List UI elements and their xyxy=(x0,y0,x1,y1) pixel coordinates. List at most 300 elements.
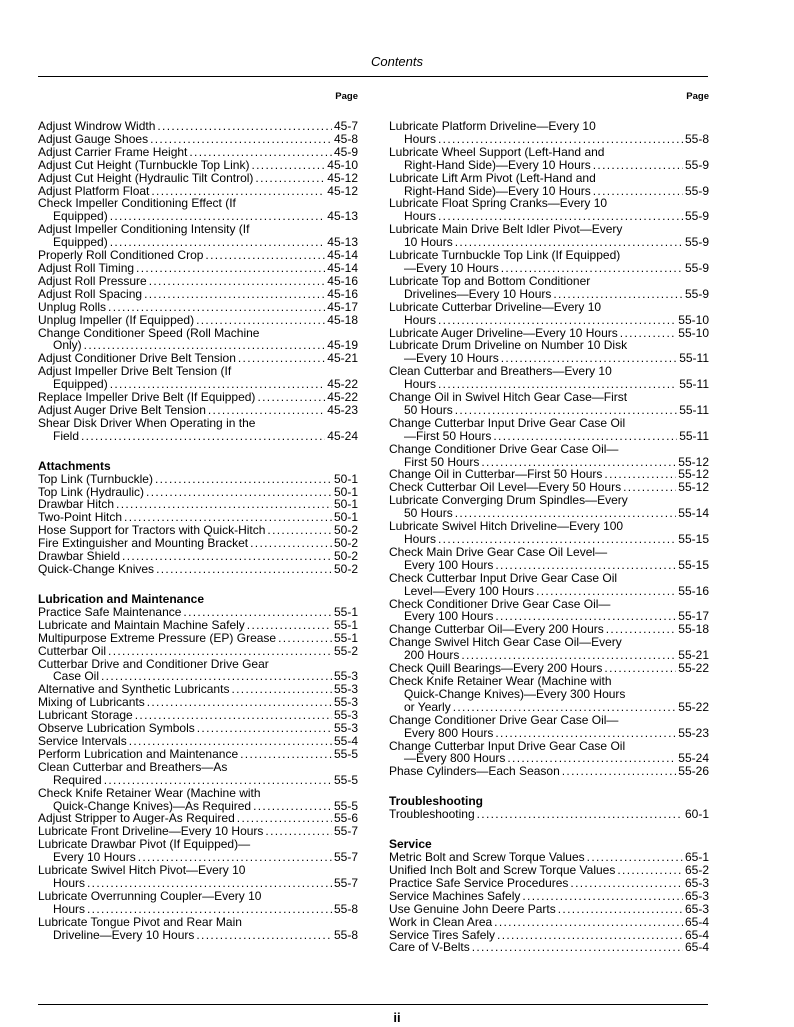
toc-entry[interactable] xyxy=(38,787,358,813)
dot-leader xyxy=(87,903,332,916)
toc-entry[interactable] xyxy=(389,636,709,662)
toc-entry[interactable] xyxy=(389,714,709,740)
toc-entry-title: Drawbar Hitch xyxy=(38,497,115,512)
dot-leader xyxy=(257,391,325,404)
toc-entry[interactable] xyxy=(389,808,709,821)
toc-entry-page: 55-11 xyxy=(679,351,709,366)
toc-entry[interactable] xyxy=(38,327,358,353)
toc-entry[interactable] xyxy=(38,314,358,327)
section-title: Lubrication and Maintenance xyxy=(38,591,205,606)
toc-entry-title: Lubricate Lift Arm Pivot (Left-Hand and xyxy=(389,170,596,185)
dot-leader xyxy=(438,133,683,146)
toc-entry-page: 55-15 xyxy=(678,532,709,546)
toc-entry-title: Drivelines—Every 10 Hours xyxy=(404,286,552,301)
toc-entry[interactable] xyxy=(38,748,358,761)
toc-entry[interactable] xyxy=(38,172,358,185)
dot-leader xyxy=(147,696,332,709)
toc-entry-title: Lubricate Drum Driveline on Number 10 Disk xyxy=(389,338,628,353)
toc-entry-title: Lubricate Cutterbar Driveline—Every 10 xyxy=(389,299,602,314)
toc-entry-title: Adjust Roll Timing xyxy=(38,260,135,275)
toc-entry-page: 45-12 xyxy=(327,170,358,185)
toc-entry[interactable] xyxy=(389,365,709,391)
toc-entry-title: Check Cutterbar Input Drive Gear Case Oil xyxy=(389,570,618,585)
dot-leader xyxy=(208,404,325,417)
toc-entry-page: 50-1 xyxy=(333,471,358,486)
toc-entry-page: 55-2 xyxy=(333,643,358,658)
dot-leader xyxy=(104,774,332,787)
toc-entry-page: 55-12 xyxy=(678,480,709,495)
dot-leader xyxy=(196,314,325,327)
dot-leader xyxy=(231,683,332,696)
toc-entry-title: Mixing of Lubricants xyxy=(38,695,145,710)
toc-entry-title: 50 Hours xyxy=(404,506,453,521)
toc-entry-title: Hours xyxy=(404,312,437,327)
toc-entry-title: Cutterbar Drive and Conditioner Drive Gear xyxy=(38,656,269,671)
toc-entry-title: Care of V-Belts xyxy=(389,940,470,955)
toc-entry-page: 65-3 xyxy=(684,901,709,916)
toc-entry[interactable] xyxy=(389,546,709,572)
toc-entry[interactable] xyxy=(389,146,709,172)
toc-entry-title: Perform Lubrication and Maintenance xyxy=(38,746,239,761)
toc-entry[interactable] xyxy=(389,675,709,714)
toc-entry-page: 55-7 xyxy=(333,850,358,865)
toc-entry-title: Adjust Conditioner Drive Belt Tension xyxy=(38,351,236,366)
toc-entry[interactable] xyxy=(38,645,358,658)
toc-entry-title: Hours xyxy=(404,131,437,146)
toc-entry-page: 45-22 xyxy=(327,377,358,392)
toc-entry-page: 55-14 xyxy=(678,506,709,521)
toc-entry-page: 45-22 xyxy=(327,390,358,405)
toc-entry-page: 45-17 xyxy=(327,299,358,314)
toc-entry-title: Cutterbar Oil xyxy=(38,643,107,658)
toc-entry-title: Adjust Platform Float xyxy=(38,183,150,198)
toc-entry-page: 65-3 xyxy=(684,888,709,903)
toc-entry[interactable] xyxy=(38,563,358,576)
toc-entry-page: 45-14 xyxy=(327,248,358,263)
toc-entry[interactable] xyxy=(389,740,709,766)
toc-entry[interactable] xyxy=(38,275,358,288)
toc-entry-title: Level—Every 100 Hours xyxy=(404,583,535,598)
toc-entry-page: 45-19 xyxy=(327,338,358,353)
header-rule xyxy=(38,76,708,77)
toc-entry-title: 10 Hours xyxy=(404,235,453,250)
toc-entry[interactable] xyxy=(38,890,358,916)
toc-entry[interactable] xyxy=(389,417,709,443)
toc-entry-title: Change Oil in Cutterbar—First 50 Hours xyxy=(389,467,603,482)
toc-entry-title: Adjust Carrier Frame Height xyxy=(38,144,188,159)
toc-entry-title: Equipped) xyxy=(53,377,108,392)
toc-entry-title: Hours xyxy=(404,532,437,546)
toc-entry-title: Change Cutterbar Input Drive Gear Case Oil xyxy=(389,415,626,430)
toc-entry-page: 45-13 xyxy=(327,235,358,250)
toc-entry-page: 45-14 xyxy=(327,260,358,275)
toc-entry-page: 45-12 xyxy=(327,183,358,198)
dot-leader xyxy=(108,645,332,658)
toc-entry-title: Change Cutterbar Input Drive Gear Case Oil xyxy=(389,738,626,753)
footer-rule xyxy=(38,1004,708,1005)
toc-entry-title: Unplug Impeller (If Equipped) xyxy=(38,312,195,327)
toc-entry-title: Drawbar Shield xyxy=(38,549,121,564)
toc-entry-page: 55-11 xyxy=(679,428,709,443)
toc-entry-page: 55-9 xyxy=(684,235,709,250)
toc-entry-title: Hours xyxy=(404,377,437,392)
dot-leader xyxy=(495,727,676,740)
dot-leader xyxy=(536,585,676,598)
toc-entry-page: 45-13 xyxy=(327,209,358,224)
toc-entry[interactable] xyxy=(38,262,358,275)
toc-entry-title: —First 50 Hours xyxy=(404,428,492,443)
toc-entry-title: Adjust Auger Drive Belt Tension xyxy=(38,402,206,417)
dot-leader xyxy=(453,701,677,714)
toc-entry-page: 45-18 xyxy=(327,312,358,327)
toc-entry-page: 55-18 xyxy=(678,622,709,637)
dot-leader xyxy=(497,929,683,942)
toc-entry-title: Lubricate Platform Driveline—Every 10 xyxy=(389,119,596,133)
toc-entry[interactable] xyxy=(38,301,358,314)
toc-entry-title: Change Conditioner Drive Gear Case Oil— xyxy=(389,712,619,727)
toc-entry-title: Quick-Change Knives xyxy=(38,562,155,576)
toc-entry-page: 55-9 xyxy=(684,183,709,198)
dot-leader xyxy=(183,606,332,619)
toc-entry-title: Service Machines Safely xyxy=(389,888,521,903)
toc-entry-title: Top Link (Turnbuckle) xyxy=(38,471,153,486)
toc-entry-page: 55-22 xyxy=(678,661,709,676)
toc-entry[interactable] xyxy=(38,120,358,133)
toc-entry-title: Adjust Roll Spacing xyxy=(38,286,143,301)
toc-entry-title: Lubricate Float Spring Cranks—Every 10 xyxy=(389,196,608,211)
toc-entry-page: 55-8 xyxy=(333,901,358,916)
toc-entry[interactable] xyxy=(38,916,358,942)
toc-entry-title: Check Quill Bearings—Every 200 Hours xyxy=(389,661,603,676)
toc-entry-title: Required xyxy=(53,772,102,787)
toc-entry-title: Change Oil in Swivel Hitch Gear Case—First xyxy=(389,390,628,405)
toc-entry-page: 45-16 xyxy=(327,273,358,288)
toc-entry-page: 55-16 xyxy=(678,583,709,598)
toc-entry-title: Hours xyxy=(404,209,437,224)
toc-entry[interactable] xyxy=(38,864,358,890)
toc-entry-page: 55-3 xyxy=(333,669,358,684)
toc-entry-page: 55-8 xyxy=(684,131,709,146)
toc-entry-title: Quick-Change Knives)—Every 300 Hours xyxy=(404,686,626,701)
toc-entry-page: 65-4 xyxy=(684,914,709,929)
toc-entry-title: Check Main Drive Gear Case Oil Level— xyxy=(389,544,608,559)
toc-entry[interactable] xyxy=(38,223,358,249)
toc-entry[interactable] xyxy=(38,133,358,146)
toc-entry-page: 45-16 xyxy=(327,286,358,301)
toc-entry-title: Practice Safe Service Procedures xyxy=(389,875,569,890)
dot-leader xyxy=(604,662,676,675)
dot-leader xyxy=(617,864,683,877)
toc-entry-title: Equipped) xyxy=(53,209,108,224)
toc-entry[interactable] xyxy=(389,903,709,916)
toc-entry-title: Change Cutterbar Oil—Every 200 Hours xyxy=(389,622,604,637)
toc-entry-title: Lubricate Tongue Pivot and Rear Main xyxy=(38,914,242,929)
dot-leader xyxy=(189,146,332,159)
toc-entry-title: Quick-Change Knives)—As Required xyxy=(53,798,252,813)
toc-entry-title: Check Cutterbar Oil Level—Every 50 Hours xyxy=(389,480,622,495)
toc-entry[interactable] xyxy=(38,391,358,404)
toc-entry[interactable] xyxy=(389,598,709,624)
toc-entry-page: 65-4 xyxy=(684,927,709,942)
toc-entry-title: Clean Cutterbar and Breathers—Every 10 xyxy=(389,364,612,379)
dot-leader xyxy=(558,903,683,916)
toc-entry-title: First 50 Hours xyxy=(404,454,480,469)
toc-entry-page: 55-5 xyxy=(333,798,358,813)
page-column-label: Page xyxy=(335,91,358,102)
toc-entry-title: Adjust Cut Height (Turnbuckle Top Link) xyxy=(38,157,250,172)
toc-entry-page: 55-26 xyxy=(678,764,709,779)
toc-entry-page: 45-21 xyxy=(327,351,358,366)
dot-leader xyxy=(267,524,332,537)
toc-entry-page: 55-1 xyxy=(333,617,358,632)
toc-entry[interactable] xyxy=(389,916,709,929)
toc-entry-page: 55-15 xyxy=(678,557,709,572)
toc-entry[interactable] xyxy=(389,520,709,546)
toc-entry-title: Every 100 Hours xyxy=(404,609,494,624)
dot-leader xyxy=(501,262,683,275)
toc-entry-title: 200 Hours xyxy=(404,648,460,663)
toc-entry-title: Lubricant Storage xyxy=(38,708,133,723)
dot-leader xyxy=(81,430,325,443)
toc-entry-title: Adjust Cut Height (Hydraulic Tilt Control) xyxy=(38,170,254,185)
dot-leader xyxy=(251,159,325,172)
toc-entry-page: 65-1 xyxy=(684,850,709,865)
toc-entry-title: Lubricate Converging Drum Spindles—Every xyxy=(389,493,628,508)
toc-entry[interactable] xyxy=(38,288,358,301)
toc-entry-title: 50 Hours xyxy=(404,402,453,417)
toc-entry-title: Lubricate Turnbuckle Top Link (If Equipped) xyxy=(389,248,621,263)
dot-leader xyxy=(144,288,325,301)
toc-entry[interactable] xyxy=(38,404,358,417)
toc-entry-title: Hours xyxy=(53,875,86,890)
toc-entry-page: 55-22 xyxy=(678,699,709,714)
toc-entry-page: 55-23 xyxy=(678,725,709,740)
dot-leader xyxy=(278,632,332,645)
toc-left-column xyxy=(38,90,358,941)
toc-entry-page: 55-11 xyxy=(679,377,709,392)
toc-entry-title: Two-Point Hitch xyxy=(38,510,123,525)
toc-entry-title: Change Conditioner Speed (Roll Machine xyxy=(38,325,260,340)
section-title: Service xyxy=(389,837,432,852)
toc-entry-title: Field xyxy=(53,428,80,443)
toc-entry[interactable] xyxy=(389,494,709,520)
toc-entry-title: Case Oil xyxy=(53,669,100,684)
dot-leader xyxy=(149,275,326,288)
dot-leader xyxy=(553,288,683,301)
toc-entry-page: 65-4 xyxy=(684,940,709,955)
toc-entry-page: 45-10 xyxy=(327,157,358,172)
toc-entry-title: Lubricate Main Drive Belt Idler Pivot—Every xyxy=(389,222,623,237)
section-title: Attachments xyxy=(38,458,111,473)
toc-entry-title: Lubricate Front Driveline—Every 10 Hours xyxy=(38,824,264,839)
toc-entry-title: Right-Hand Side)—Every 10 Hours xyxy=(404,157,591,172)
toc-entry-title: Lubricate Drawbar Pivot (If Equipped)— xyxy=(38,837,251,852)
toc-entry-title: Lubricate Wheel Support (Left-Hand and xyxy=(389,144,605,159)
dot-leader xyxy=(155,473,332,486)
toc-entry[interactable] xyxy=(389,120,709,146)
dot-leader xyxy=(522,890,683,903)
toc-entry-title: Check Knife Retainer Wear (Machine with xyxy=(38,785,261,800)
toc-entry[interactable] xyxy=(38,735,358,748)
toc-entry-title: Adjust Gauge Shoes xyxy=(38,131,149,146)
toc-entry-title: Check Impeller Conditioning Effect (If xyxy=(38,196,236,211)
toc-entry-title: Right-Hand Side)—Every 10 Hours xyxy=(404,183,591,198)
toc-entry-page: 55-5 xyxy=(333,772,358,787)
toc-entry[interactable] xyxy=(38,473,358,486)
toc-entry[interactable] xyxy=(389,223,709,249)
toc-entry-page: 55-17 xyxy=(678,609,709,624)
toc-entry-page: 60-1 xyxy=(684,807,709,822)
toc-entry-title: Properly Roll Conditioned Crop xyxy=(38,248,204,263)
toc-entry-title: —Every 10 Hours xyxy=(404,260,499,275)
toc-entry-title: Adjust Windrow Width xyxy=(38,119,156,133)
toc-entry-title: Work in Clean Area xyxy=(389,914,493,929)
toc-entry[interactable] xyxy=(38,658,358,684)
toc-entry-page: 55-11 xyxy=(679,402,709,417)
toc-entry-page: 65-3 xyxy=(684,875,709,890)
dot-leader xyxy=(562,765,677,778)
dot-leader xyxy=(250,537,332,550)
toc-entry-page: 55-6 xyxy=(333,811,358,826)
toc-entry-title: Use Genuine John Deere Parts xyxy=(389,901,556,916)
toc-entry-title: Practice Safe Maintenance xyxy=(38,604,182,619)
toc-entry[interactable] xyxy=(389,391,709,417)
dot-leader xyxy=(136,262,325,275)
toc-entry-title: Service Tires Safely xyxy=(389,927,496,942)
toc-entry-title: Adjust Stripper to Auger-As Required xyxy=(38,811,235,826)
toc-entry[interactable] xyxy=(389,890,709,903)
dot-leader xyxy=(156,563,332,576)
toc-entry[interactable] xyxy=(389,572,709,598)
toc-entry-page: 55-9 xyxy=(684,157,709,172)
dot-leader xyxy=(477,808,683,821)
toc-entry-title: Troubleshooting xyxy=(389,807,475,822)
toc-entry-title: —Every 10 Hours xyxy=(404,351,499,366)
toc-entry-title: Lubricate and Maintain Machine Safely xyxy=(38,617,245,632)
toc-entry[interactable] xyxy=(38,619,358,632)
dot-leader xyxy=(253,800,332,813)
toc-entry-title: Change Swivel Hitch Gear Case Oil—Every xyxy=(389,635,622,650)
toc-entry-title: Adjust Impeller Conditioning Intensity (If xyxy=(38,222,250,237)
dot-leader xyxy=(265,825,332,838)
toc-entry-page: 50-2 xyxy=(333,536,358,551)
toc-entry-page: 45-9 xyxy=(333,144,358,159)
toc-entry[interactable] xyxy=(389,765,709,778)
toc-entry-title: Only) xyxy=(53,338,82,353)
dot-leader xyxy=(150,133,332,146)
toc-entry-title: Every 10 Hours xyxy=(53,850,136,865)
toc-entry[interactable] xyxy=(389,864,709,877)
toc-entry-page: 50-2 xyxy=(333,562,358,576)
toc-entry-title: Clean Cutterbar and Breathers—As xyxy=(38,759,228,774)
toc-entry[interactable] xyxy=(38,606,358,619)
toc-entry-title: Lubricate Overrunning Coupler—Every 10 xyxy=(38,888,262,903)
toc-entry-page: 55-1 xyxy=(333,604,358,619)
toc-entry-page: 55-3 xyxy=(333,695,358,710)
toc-entry-page: 50-1 xyxy=(333,497,358,512)
toc-right-column xyxy=(389,90,709,954)
dot-leader xyxy=(116,498,332,511)
dot-leader xyxy=(247,619,332,632)
toc-entry[interactable] xyxy=(389,877,709,890)
page-header-title: Contents xyxy=(370,54,424,69)
dot-leader xyxy=(255,172,325,185)
toc-entry-page: 55-10 xyxy=(678,312,709,327)
toc-entry-title: —Every 800 Hours xyxy=(404,751,506,766)
toc-entry-page: 55-3 xyxy=(333,721,358,736)
toc-entry-title: Check Conditioner Drive Gear Case Oil— xyxy=(389,596,611,611)
dot-leader xyxy=(438,314,676,327)
toc-entry-title: Fire Extinguisher and Mounting Bracket xyxy=(38,536,249,551)
toc-entry[interactable] xyxy=(389,275,709,301)
dot-leader xyxy=(146,486,332,499)
toc-entry-page: 55-12 xyxy=(678,467,709,482)
toc-entry[interactable] xyxy=(38,761,358,787)
toc-entry-title: Check Knife Retainer Wear (Machine with xyxy=(389,673,612,688)
dot-leader xyxy=(205,249,325,262)
dot-leader xyxy=(493,430,677,443)
dot-leader xyxy=(438,533,676,546)
toc-entry[interactable] xyxy=(389,941,709,954)
toc-entry[interactable] xyxy=(389,197,709,223)
toc-entry-title: Replace Impeller Drive Belt (If Equipped) xyxy=(38,390,256,405)
toc-entry-page: 55-3 xyxy=(333,682,358,697)
toc-entry[interactable] xyxy=(38,365,358,391)
toc-entry-title: Metric Bolt and Screw Torque Values xyxy=(389,850,585,865)
toc-entry[interactable] xyxy=(389,339,709,365)
toc-entry-page: 55-7 xyxy=(333,824,358,839)
toc-entry[interactable] xyxy=(38,146,358,159)
toc-entry[interactable] xyxy=(38,417,358,443)
toc-entry[interactable] xyxy=(38,159,358,172)
toc-entry-page: 45-8 xyxy=(333,131,358,146)
dot-leader xyxy=(196,929,332,942)
toc-entry-title: Shear Disk Driver When Operating in the xyxy=(38,415,256,430)
toc-entry-title: Service Intervals xyxy=(38,733,127,748)
toc-entry-title: Change Conditioner Drive Gear Case Oil— xyxy=(389,441,619,456)
toc-entry-page: 55-5 xyxy=(333,746,358,761)
toc-entry[interactable] xyxy=(389,301,709,327)
toc-entry-title: Unified Inch Bolt and Screw Torque Values xyxy=(389,863,616,878)
toc-entry[interactable] xyxy=(38,197,358,223)
toc-entry[interactable] xyxy=(389,249,709,275)
dot-leader xyxy=(570,877,683,890)
toc-entry-title: Alternative and Synthetic Lubricants xyxy=(38,682,230,697)
toc-entry-page: 45-24 xyxy=(327,428,358,443)
dot-leader xyxy=(197,722,332,735)
dot-leader xyxy=(623,481,676,494)
toc-entry-title: Observe Lubrication Symbols xyxy=(38,721,195,736)
toc-entry-page: 45-7 xyxy=(333,119,358,133)
toc-entry[interactable] xyxy=(38,838,358,864)
toc-entry[interactable] xyxy=(389,443,709,469)
toc-entry-title: Every 100 Hours xyxy=(404,557,494,572)
toc-entry-title: or Yearly xyxy=(404,699,451,714)
toc-entry-title: Every 800 Hours xyxy=(404,725,494,740)
dot-leader xyxy=(494,916,683,929)
toc-entry-page: 50-1 xyxy=(333,510,358,525)
toc-entry-title: Hours xyxy=(53,901,86,916)
toc-entry-title: Multipurpose Extreme Pressure (EP) Grease xyxy=(38,630,277,645)
toc-entry-title: Driveline—Every 10 Hours xyxy=(53,927,195,942)
toc-entry[interactable] xyxy=(389,172,709,198)
dot-leader xyxy=(472,941,683,954)
toc-entry-page: 50-2 xyxy=(333,523,358,538)
toc-entry[interactable] xyxy=(38,632,358,645)
dot-leader xyxy=(495,559,676,572)
page-number: ii xyxy=(393,1010,401,1025)
dot-leader xyxy=(240,748,332,761)
